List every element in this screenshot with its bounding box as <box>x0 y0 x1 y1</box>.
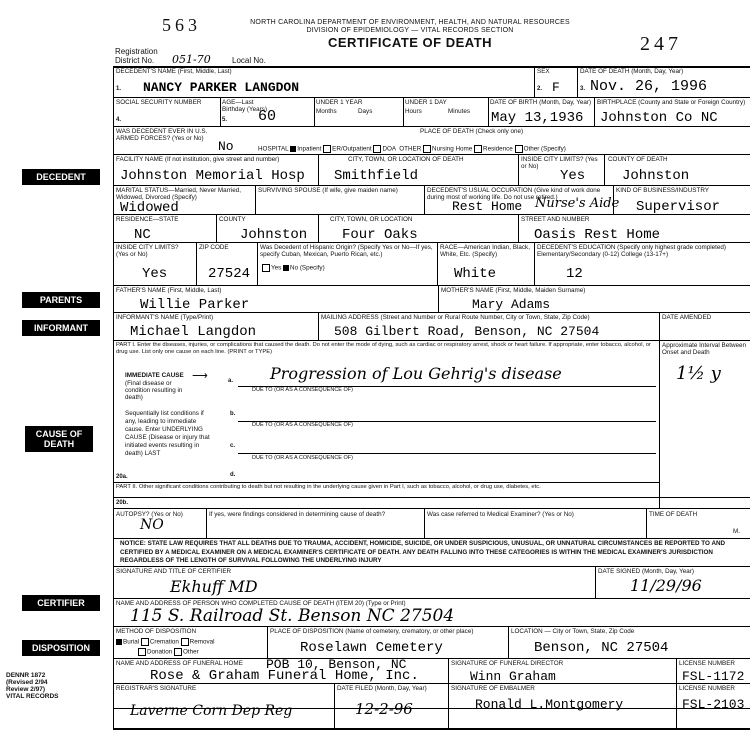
date-of-birth: May 13,1936 <box>491 110 584 126</box>
field-label-minutes: Minutes <box>448 108 471 115</box>
interval-a: 1½ y <box>676 363 721 384</box>
hispanic-options <box>262 264 325 272</box>
immediate-cause-note: (Final disease or condition resulting in death) <box>125 380 183 401</box>
field-label-armed-forces: WAS DECEDENT EVER IN U.S. ARMED FORCES? (Yes or No) <box>116 128 208 142</box>
residence-checkbox[interactable] <box>474 145 482 153</box>
field-label-days: Days <box>358 108 373 115</box>
field-label-ssn: SOCIAL SECURITY NUMBER <box>116 99 202 106</box>
removal-label: Removal <box>189 638 215 646</box>
form-footer-line: DENNR 1872 <box>6 672 46 679</box>
field-label-date-filed: DATE FILED (Month, Day, Year) <box>337 685 427 692</box>
field-label-findings: If yes, were findings considered in determining cause of death? <box>209 511 386 518</box>
donation-label: Donation <box>147 648 173 656</box>
field-label-place-of-disposition: PLACE OF DISPOSITION (Name of cemetery, crematory, or other place) <box>270 628 474 635</box>
date-signed: 11/29/96 <box>630 576 702 595</box>
form-footer <box>6 672 59 700</box>
date-of-death: Nov. 26, 1996 <box>590 78 708 95</box>
part-1-instructions: PART I. Enter the diseases, injuries, or complications that caused the death. Do not enter the mode of dying, such as cardiac or respiratory arrest, shock or heart failure. If appropriate, enter tobacco, alcohol, or drug use. List only one cause on each line. (PRINT or TYPE) <box>116 342 651 355</box>
field-label-location: LOCATION — City or Town, State, Zip Code <box>511 628 635 635</box>
field-label-certifier-signature: SIGNATURE AND TITLE OF CERTIFIER <box>116 568 232 575</box>
informant-name: Michael Langdon <box>130 324 257 340</box>
embalmer-license: FSL-2103 <box>682 697 745 712</box>
hispanic-yes-label: Yes <box>271 264 282 272</box>
other-label: OTHER <box>399 145 422 153</box>
method-options-row-2 <box>138 648 199 656</box>
field-label-time-of-death: TIME OF DEATH <box>649 511 698 518</box>
due-to-label-c: DUE TO (OR AS A CONSEQUENCE OF) <box>252 455 353 461</box>
hospital-label: HOSPITAL <box>258 145 289 153</box>
section-label-informant: INFORMANT <box>22 320 100 336</box>
line-a-marker: a. <box>228 378 234 384</box>
residence-state: NC <box>134 227 151 243</box>
city-of-death: Smithfield <box>334 168 419 184</box>
field-label-inside-city-limits-2: INSIDE CITY LIMITS? (Yes or No) <box>116 244 179 258</box>
field-label-birthplace: BIRTHPLACE (County and State or Foreign Country) <box>597 99 746 106</box>
residence-label: Residence <box>483 145 513 153</box>
item-number: 4. <box>116 117 122 123</box>
other-specify-label: Other (Specify) <box>523 145 566 153</box>
method-options-row-1 <box>116 638 215 646</box>
sequential-instructions: Sequentially list conditions if any, leading to immediate cause. Enter UNDERLYING CAUSE (Disease or injury that initiated events resulting in death) LAST <box>125 410 210 457</box>
burial-checkbox[interactable] <box>116 639 122 645</box>
field-label-date-of-death: DATE OF DEATH (Month, Day, Year) <box>580 68 684 75</box>
residence-street: Oasis Rest Home <box>534 227 661 243</box>
field-label-medical-examiner: Was case referred to Medical Examiner? (Yes or No) <box>427 511 574 518</box>
inside-city-limits-residence: Yes <box>142 266 168 282</box>
form-footer-line: VITAL RECORDS <box>6 693 59 700</box>
field-label-dob: DATE OF BIRTH (Month, Day, Year) <box>490 99 592 106</box>
donation-checkbox[interactable] <box>138 648 146 656</box>
funeral-director-license: FSL-1172 <box>682 669 745 684</box>
occupation-handwritten: Nurse's Aide <box>535 196 620 211</box>
field-label-education: DECEDENT'S EDUCATION (Specify only highest grade completed) Elementary/Secondary (0-12) College (13-17+) <box>537 244 727 258</box>
field-label-license-2: LICENSE NUMBER <box>679 685 735 692</box>
field-label-city-town: CITY, TOWN, OR LOCATION <box>330 216 413 223</box>
decedent-name: NANCY PARKER LANGDON <box>143 80 300 95</box>
marital-status: Widowed <box>120 200 179 216</box>
facility-name: Johnston Memorial Hosp <box>120 168 305 184</box>
medical-examiner-notice: NOTICE: STATE LAW REQUIRES THAT ALL DEATHS DUE TO TRAUMA, ACCIDENT, HOMICIDE, SUICIDE, OR UNDER SUSPICIOUS, UNUSUAL, OR UNNATURAL CIRCUMSTANCES BE REPORTED TO AND CERTIFIED BY A MEDICAL EXAMINER ON A MEDICAL EXAMINER'S CERTIFICATE OF DEATH. ANY DEATH FALLING INTO THESE CATEGORIES IS WITHIN THE MEDICAL EXAMINER'S JURISDICTION REGARDLESS OF THE LENGTH OF SURVIVAL FOLLOWING THE UNDERLYING INJURY <box>120 540 726 564</box>
field-label-street: STREET AND NUMBER <box>521 216 590 223</box>
education: 12 <box>566 266 583 282</box>
inside-city-limits: Yes <box>560 168 586 184</box>
field-label-spouse: SURVIVING SPOUSE (If wife, give maiden name) <box>258 187 398 194</box>
decedent-sex: F <box>552 80 560 95</box>
field-label-place-of-death: PLACE OF DEATH (Check only one) <box>420 128 524 135</box>
county-of-death: Johnston <box>622 168 690 184</box>
section-label-cause-of-death: CAUSE OF DEATH <box>25 426 93 452</box>
immediate-cause: Progression of Lou Gehrig's disease <box>270 364 562 383</box>
field-label-date-signed: DATE SIGNED (Month, Day, Year) <box>598 568 694 575</box>
hispanic-no-label: No (Specify) <box>290 264 325 272</box>
section-label-parents: PARENTS <box>22 292 100 308</box>
field-label-residence-state: RESIDENCE—STATE <box>116 216 179 223</box>
inpatient-label: Inpatient <box>297 145 322 153</box>
field-label-embalmer: SIGNATURE OF EMBALMER <box>451 685 535 692</box>
field-label-inside-city-limits: INSIDE CITY LIMITS? (Yes or No) <box>521 156 598 170</box>
er-label: ER/Outpatient <box>332 145 372 153</box>
certifier-signature: Ekhuff MD <box>170 577 258 596</box>
field-label-immediate-cause: IMMEDIATE CAUSE <box>125 372 184 379</box>
page-title: CERTIFICATE OF DEATH <box>327 35 493 50</box>
field-label-race: RACE—American Indian, Black, White, Etc. (Specify) <box>440 244 530 258</box>
field-label-business: KIND OF BUSINESS/INDUSTRY <box>616 187 709 194</box>
field-label-funeral-director: SIGNATURE OF FUNERAL DIRECTOR <box>451 660 564 667</box>
er-checkbox[interactable] <box>323 145 331 153</box>
cremation-label: Cremation <box>149 638 179 646</box>
disposition-location: Benson, NC 27504 <box>534 640 669 656</box>
field-label-under-1-day: UNDER 1 DAY <box>405 99 447 106</box>
doa-label: DOA <box>382 145 396 153</box>
field-label-mother: MOTHER'S NAME (First, Middle, Maiden Surname) <box>441 287 586 294</box>
field-label-mailing-address: MAILING ADDRESS (Street and Number or Rural Route Number, City or Town, State, Zip Code) <box>321 314 590 321</box>
field-label-father: FATHER'S NAME (First, Middle, Last) <box>116 287 222 294</box>
occupation: Rest Home <box>452 199 523 214</box>
item-20a: 20a. <box>116 474 128 480</box>
field-label-hispanic-origin: Was Decedent of Hispanic Origin? (Specify Yes or No—If yes, specify Cuban, Mexican, Puerto Rican, etc.) <box>260 244 433 258</box>
form-footer-line: Review 2/97) <box>6 686 46 693</box>
other-disposition-checkbox[interactable] <box>174 648 182 656</box>
section-label-disposition: DISPOSITION <box>22 640 100 656</box>
inpatient-checkbox[interactable] <box>290 146 296 152</box>
field-label-occupation: DECEDENT'S USUAL OCCUPATION (Give kind of work done during most of working life. Do not use retired.) <box>427 187 601 201</box>
field-label-sex: SEX <box>537 68 550 75</box>
registrar-signature: Laverne Corn Dep Reg <box>130 703 293 719</box>
section-label-certifier: CERTIFIER <box>22 595 100 611</box>
funeral-home-address: POB 10, Benson, NC <box>266 657 407 672</box>
business-industry: Supervisor <box>636 199 721 215</box>
item-number: 5. <box>222 117 228 123</box>
district-number: 051-70 <box>172 53 211 66</box>
field-label-marital-status: MARITAL STATUS—Married, Never Married, Widowed, Divorced (Specify) <box>116 187 242 201</box>
autopsy-answer: NO <box>140 517 164 533</box>
district-label: District No. <box>115 56 155 65</box>
birthplace: Johnston Co NC <box>600 110 718 126</box>
field-label-funeral-home: NAME AND ADDRESS OF FUNERAL HOME <box>116 660 243 667</box>
line-d-marker: d. <box>230 472 236 478</box>
decedent-age: 60 <box>258 108 277 125</box>
field-label-facility: FACILITY NAME (If not institution, give street and number) <box>116 156 280 163</box>
field-label-hours: Hours <box>405 108 422 115</box>
residence-city: Four Oaks <box>342 227 418 243</box>
field-label-county: COUNTY <box>219 216 246 223</box>
race: White <box>454 266 497 282</box>
registration-label: Registration <box>115 47 158 56</box>
funeral-home-name: Rose & Graham Funeral Home, Inc. <box>150 668 419 684</box>
father-name: Willie Parker <box>140 297 250 313</box>
local-number-label: Local No. <box>232 56 266 65</box>
item-number: 1. <box>116 86 122 92</box>
field-label-city-of-death: CITY, TOWN, OR LOCATION OF DEATH <box>348 156 464 163</box>
mailing-address: 508 Gilbert Road, Benson, NC 27504 <box>334 324 600 339</box>
armed-forces-answer: No <box>218 139 234 154</box>
section-label-decedent: DECEDENT <box>22 169 100 185</box>
field-label-date-amended: DATE AMENDED <box>662 314 712 321</box>
cremation-checkbox[interactable] <box>141 638 149 646</box>
field-label-under-1-year: UNDER 1 YEAR <box>316 99 363 106</box>
residence-zip: 27524 <box>208 266 251 282</box>
other-specify-checkbox[interactable] <box>515 145 523 153</box>
item-number: 3. <box>580 86 586 92</box>
field-label-zip: ZIP CODE <box>199 244 229 251</box>
due-to-label-a: DUE TO (OR AS A CONSEQUENCE OF) <box>252 387 353 393</box>
field-label-county-of-death: COUNTY OF DEATH <box>608 156 668 163</box>
funeral-director: Winn Graham <box>470 669 556 684</box>
field-label-months: Months <box>316 108 337 115</box>
department-line-2: DIVISION OF EPIDEMIOLOGY — VITAL RECORDS SECTION <box>306 27 514 34</box>
arrow-right-icon: ⟶ <box>192 370 208 382</box>
date-filed: 12-2-96 <box>355 700 413 718</box>
due-to-label-b: DUE TO (OR AS A CONSEQUENCE OF) <box>252 422 353 428</box>
field-label-license-1: LICENSE NUMBER <box>679 660 735 667</box>
time-meridian: M. <box>733 528 740 535</box>
item-20b: 20b. <box>116 500 129 506</box>
embalmer: Ronald L.Montgomery <box>475 697 624 712</box>
place-of-disposition: Roselawn Cemetery <box>300 640 443 656</box>
hispanic-yes-checkbox[interactable] <box>262 264 270 272</box>
removal-checkbox[interactable] <box>181 638 189 646</box>
state-file-number: 247 <box>640 33 682 55</box>
field-label-name: DECEDENT'S NAME (First, Middle, Last) <box>116 68 232 75</box>
line-c-marker: c. <box>230 443 236 449</box>
place-of-death-options <box>258 145 566 153</box>
burial-label: Burial <box>123 638 140 646</box>
field-label-certifier-address: NAME AND ADDRESS OF PERSON WHO COMPLETED CAUSE OF DEATH (ITEM 20) (Type or Print) <box>116 600 406 607</box>
mother-name: Mary Adams <box>472 297 551 312</box>
residence-county: Johnston <box>240 227 308 243</box>
item-number: 2. <box>537 86 543 92</box>
nursing-home-checkbox[interactable] <box>423 145 431 153</box>
field-label-autopsy: AUTOPSY? (Yes or No) <box>116 511 183 518</box>
top-certificate-number: 563 <box>162 15 201 35</box>
doa-checkbox[interactable] <box>373 145 381 153</box>
nursing-home-label: Nursing Home <box>432 145 473 153</box>
field-label-informant: INFORMANT'S NAME (Type/Print) <box>116 314 214 321</box>
field-label-age: AGE—Last Birthday (Years) <box>222 99 267 113</box>
form-footer-line: (Revised 2/94 <box>6 679 48 686</box>
field-label-method: METHOD OF DISPOSITION <box>116 628 197 635</box>
department-line-1: NORTH CAROLINA DEPARTMENT OF ENVIRONMENT, HEALTH, AND NATURAL RESOURCES <box>250 19 570 26</box>
hispanic-no-checkbox[interactable] <box>283 265 289 271</box>
line-b-marker: b. <box>230 411 236 417</box>
part-2-instructions: PART II. Other significant conditions contributing to death but not resulting in the underlying cause given in Part I, such as tobacco, alcohol, or drug use, diabetes, etc. <box>116 484 541 490</box>
field-label-registrar: REGISTRAR'S SIGNATURE <box>116 685 197 692</box>
certifier-address: 115 S. Railroad St. Benson NC 27504 <box>130 606 455 626</box>
other-disposition-label: Other <box>182 648 199 656</box>
field-label-interval: Approximate Interval Between Onset and Death <box>662 342 747 356</box>
